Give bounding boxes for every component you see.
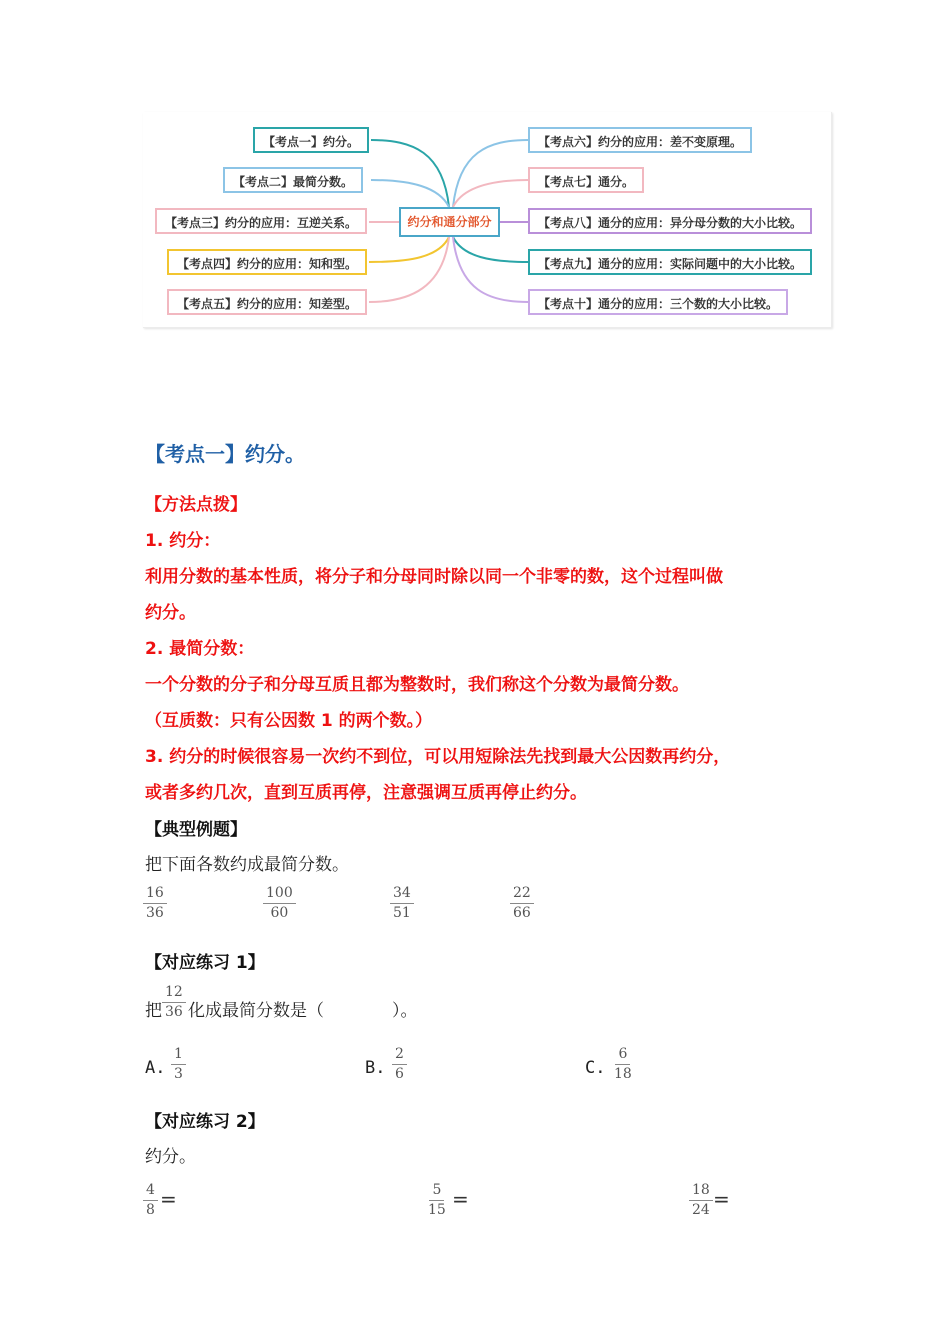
- method-p2-line2: （互质数：只有公因数 1 的两个数。）: [145, 711, 433, 731]
- method-p2-line1: 一个分数的分子和分母互质且都为整数时，我们称这个分数为最简分数。: [145, 675, 689, 695]
- option-a-label: A.: [145, 1058, 166, 1078]
- example-fraction-3: [390, 884, 414, 922]
- practice2-prompt: 约分。: [145, 1147, 196, 1167]
- fraction-numerator: 12: [162, 983, 186, 1003]
- mind-map-node-kaodian-4: 【考点四】约分的应用：知和型。: [167, 249, 367, 275]
- mind-map-node-kaodian-6: 【考点六】约分的应用：差不变原理。: [528, 127, 752, 153]
- option-b-fraction[interactable]: [392, 1045, 407, 1083]
- method-p3-line1: 3. 约分的时候很容易一次约不到位，可以用短除法先找到最大公因数再约分，: [145, 747, 731, 767]
- example-tag: 【典型例题】: [145, 820, 247, 840]
- equals-sign: =: [452, 1187, 469, 1211]
- section-title: 【考点一】约分。: [145, 442, 305, 466]
- mind-map-center-node: 约分和通分部分: [399, 207, 500, 237]
- option-c-fraction[interactable]: [614, 1045, 632, 1083]
- fraction-numerator: 2: [392, 1045, 407, 1065]
- fraction-denominator: 24: [692, 1202, 710, 1218]
- practice2-tag: 【对应练习 2】: [145, 1112, 265, 1132]
- fraction-numerator: 5: [429, 1181, 444, 1201]
- method-p1-title: 1. 约分：: [145, 531, 221, 551]
- method-p1-line2: 约分。: [145, 603, 196, 623]
- mind-map-node-kaodian-5: 【考点五】约分的应用：知差型。: [167, 289, 367, 315]
- fraction-numerator: 34: [390, 884, 414, 904]
- practice2-fraction-1: [143, 1181, 158, 1219]
- mind-map-node-kaodian-1: 【考点一】约分。: [253, 127, 369, 153]
- mind-map-node-kaodian-8: 【考点八】通分的应用：异分母分数的大小比较。: [528, 208, 812, 234]
- equals-sign: =: [713, 1187, 730, 1211]
- fraction-numerator: 100: [263, 884, 296, 904]
- practice1-tag: 【对应练习 1】: [145, 953, 265, 973]
- fraction-numerator: 4: [143, 1181, 158, 1201]
- mind-map-node-kaodian-3: 【考点三】约分的应用：互逆关系。: [155, 208, 367, 234]
- practice2-fraction-2: [428, 1181, 446, 1219]
- option-c-label: C.: [585, 1058, 606, 1078]
- fraction-denominator: 3: [174, 1066, 183, 1082]
- fraction-denominator: 51: [393, 905, 411, 921]
- example-fraction-4: [510, 884, 534, 922]
- fraction-denominator: 36: [165, 1004, 183, 1020]
- practice2-fraction-3: [689, 1181, 713, 1219]
- method-p1-line1: 利用分数的基本性质，将分子和分母同时除以同一个非零的数，这个过程叫做: [145, 567, 723, 587]
- example-fraction-2: [263, 884, 296, 922]
- equals-sign: =: [160, 1187, 177, 1211]
- method-p3-line2: 或者多约几次，直到互质再停，注意强调互质再停止约分。: [145, 783, 587, 803]
- mind-map-node-kaodian-10: 【考点十】通分的应用：三个数的大小比较。: [528, 289, 788, 315]
- practice1-suffix: 化成最简分数是（ ）。: [188, 1001, 418, 1021]
- example-prompt: 把下面各数约成最简分数。: [145, 855, 349, 875]
- fraction-denominator: 15: [428, 1202, 446, 1218]
- practice1-fraction: [162, 983, 186, 1021]
- fraction-denominator: 36: [146, 905, 164, 921]
- mind-map: [143, 112, 832, 328]
- fraction-numerator: 1: [171, 1045, 186, 1065]
- fraction-denominator: 60: [270, 905, 289, 921]
- practice1-prefix: 把: [145, 1001, 162, 1021]
- method-p2-title: 2. 最简分数：: [145, 639, 255, 659]
- fraction-numerator: 6: [615, 1045, 630, 1065]
- method-tag: 【方法点拨】: [145, 495, 247, 515]
- fraction-denominator: 18: [614, 1066, 632, 1082]
- mind-map-node-kaodian-7: 【考点七】通分。: [528, 167, 644, 193]
- mind-map-node-kaodian-9: 【考点九】通分的应用：实际问题中的大小比较。: [528, 249, 812, 275]
- fraction-numerator: 22: [510, 884, 534, 904]
- fraction-denominator: 6: [395, 1066, 404, 1082]
- option-b-label: B.: [365, 1058, 386, 1078]
- example-fraction-1: [143, 884, 167, 922]
- option-a-fraction[interactable]: [171, 1045, 186, 1083]
- mind-map-node-kaodian-2: 【考点二】最简分数。: [223, 167, 363, 193]
- fraction-numerator: 16: [143, 884, 167, 904]
- fraction-denominator: 8: [146, 1202, 155, 1218]
- fraction-denominator: 66: [513, 905, 531, 921]
- fraction-numerator: 18: [689, 1181, 713, 1201]
